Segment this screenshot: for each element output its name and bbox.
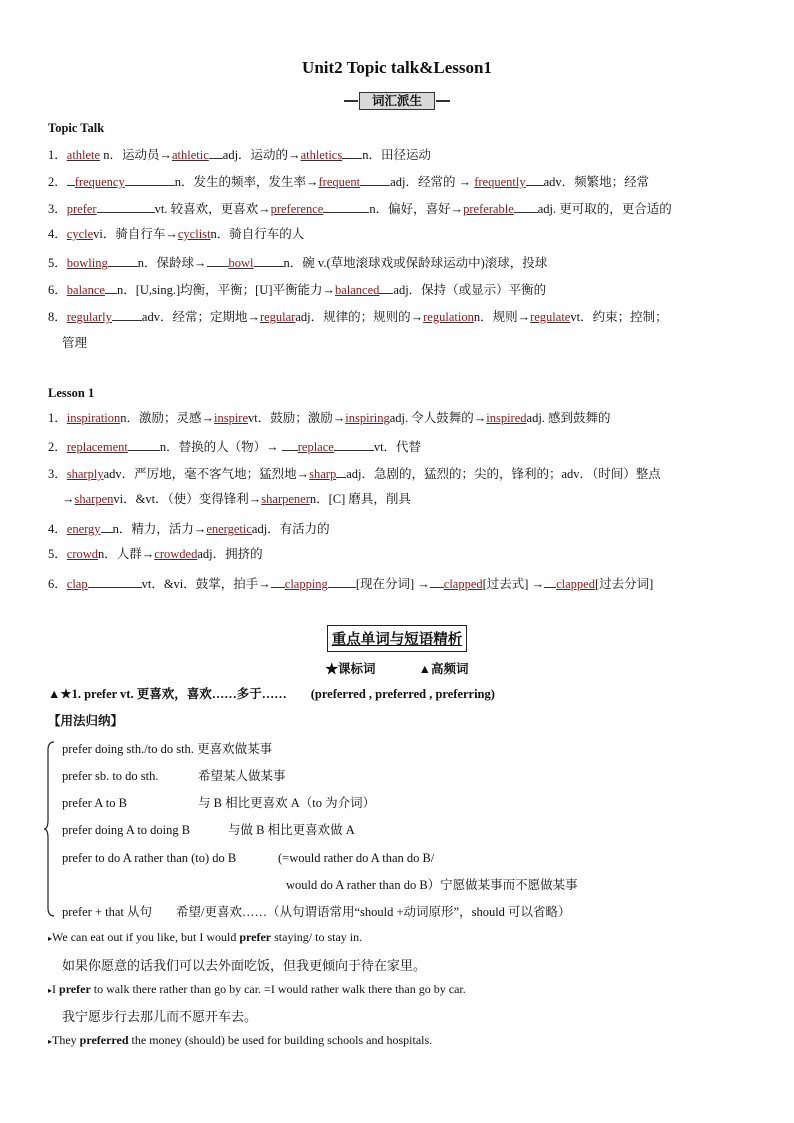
l1-line-2: 2．replacement n．替换的人（物）→ replace vt．代替 xyxy=(48,436,421,456)
tt-line-4: 4．cyclevi．骑自行车→cyclistn．骑自行车的人 xyxy=(48,227,305,241)
tt-line-2: 2． frequency n．发生的频率，发生率→frequent adj．经常的 → frequently adv．频繁地；经常 xyxy=(48,171,649,191)
example-1-en: ▸We can eat out if you like, but I would prefer staying/ to stay in. xyxy=(48,930,363,944)
l1-line-3: 3．sharplyadv．严厉地，毫不客气地；猛烈地→sharp adj．急剧的，猛烈的；尖的，锋利的；adv．（时间）整点 xyxy=(48,463,661,483)
tt-line-6: 6．balance n．[U,sing.]均衡，平衡；[U]平衡能力→balanced adj．保持（或显示）平衡的 xyxy=(48,279,546,299)
tt-line-3: 3．prefer vt. 较喜欢，更喜欢→preference n．偏好，喜好→preferable adj. 更可取的，更合适的 xyxy=(48,198,672,218)
tt-line-5: 5．bowling n．保龄球→ bowl n．碗 v.(草地滚球戏或保龄球运动中)滚球，投球 xyxy=(48,252,547,272)
usage-row-2: prefer sb. to do sth. 希望某人做某事 xyxy=(62,769,286,783)
legend-curriculum-word: ★课标词 xyxy=(325,662,376,676)
usage-row-4: prefer doing A to doing B 与做 B 相比更喜欢做 A xyxy=(62,823,355,837)
example-1-cn: 如果你愿意的话我们可以去外面吃饭，但我更倾向于待在家里。 xyxy=(62,959,427,974)
curly-brace-icon xyxy=(44,740,56,918)
l1-line-6: 6．clap vt．&vi．鼓掌，拍手→ clapping [现在分词] → clapped[过去式] → clapped[过去分词] xyxy=(48,573,653,593)
key-words-box-title: 重点单词与短语精析 xyxy=(327,625,468,652)
l1-line-3-cont: →sharpenvi．&vt．（使）变得锋利→sharpenern．[C] 磨具，削具 xyxy=(62,492,411,506)
example-2-cn: 我宁愿步行去那儿而不愿开车去。 xyxy=(62,1010,258,1025)
section-banner: 词汇派生 xyxy=(359,92,435,110)
example-2-en: ▸I prefer to walk there rather than go by car. =I would rather walk there than go by car. xyxy=(48,982,466,996)
usage-row-6: prefer + that 从句 希望/更喜欢……（从句谓语常用“should +动词原形”，should 可以省略） xyxy=(62,905,571,919)
tt-line-8: 8．regularly adv．经常；定期地→regularadj．规律的；规则的→regulationn．规则→regulatevt．约束；控制； xyxy=(48,306,668,326)
usage-row-3: prefer A to B 与 B 相比更喜欢 A（to 为介词） xyxy=(62,796,376,810)
legend xyxy=(0,659,794,677)
l1-line-1: 1．inspirationn．激励；灵感→inspirevt．鼓励；激励→inspiringadj. 令人鼓舞的→inspiredadj. 感到鼓舞的 xyxy=(48,411,611,425)
usage-row-5: prefer to do A rather than (to) do B (=would rather do A than do B/ xyxy=(62,851,435,865)
l1-line-5: 5．crowdn．人群→crowdedadj．拥挤的 xyxy=(48,547,263,561)
legend-high-frequency-word: ▲高频词 xyxy=(418,662,469,676)
tt-line-8-cont: 管理 xyxy=(62,336,88,350)
topic-talk-heading: Topic Talk xyxy=(48,121,105,135)
usage-row-5-cont: would do A rather than do B）宁愿做某事而不愿做某事 xyxy=(286,878,578,892)
l1-line-4: 4．energy n．精力，活力→energeticadj．有活力的 xyxy=(48,518,330,538)
lesson1-heading: Lesson 1 xyxy=(48,386,95,400)
tt-line-1: 1．athlete n．运动员→athletic adj．运动的→athletics n．田径运动 xyxy=(48,144,431,164)
usage-row-1: prefer doing sth./to do sth. 更喜欢做某事 xyxy=(62,742,273,756)
example-3-en: ▸They preferred the money (should) be used for building schools and hospitals. xyxy=(48,1033,433,1047)
usage-heading: 【用法归纳】 xyxy=(48,714,124,728)
page-title: Unit2 Topic talk&Lesson1 xyxy=(302,58,492,77)
entry-heading: ▲★1. prefer vt. 更喜欢，喜欢……多于…… (preferred , preferred , preferring) xyxy=(48,687,495,701)
